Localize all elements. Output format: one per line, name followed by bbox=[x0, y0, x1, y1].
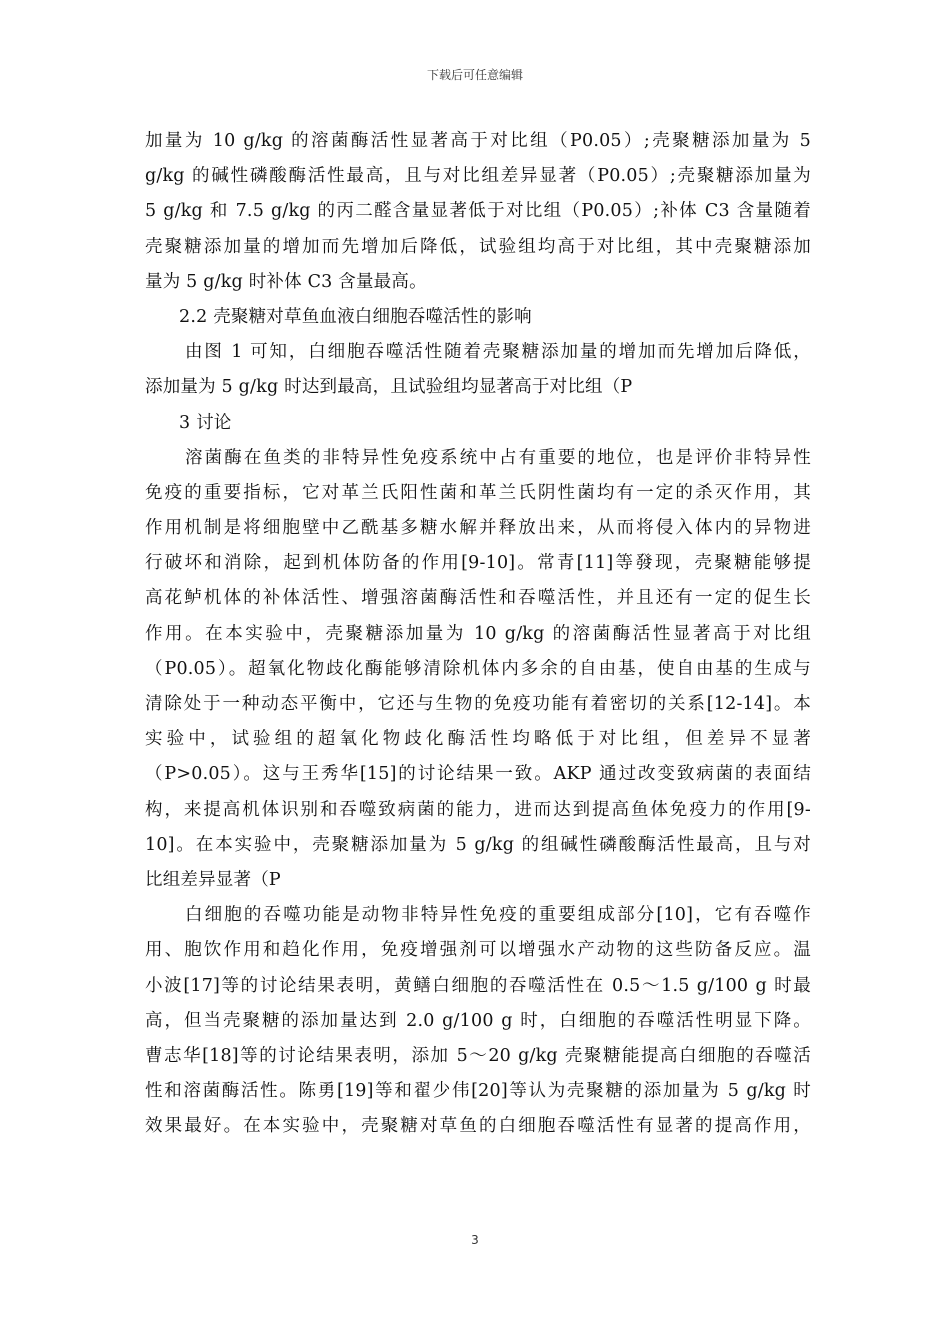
document-body bbox=[145, 124, 811, 1144]
text-line: 壳聚糖添加量的增加而先增加后降低，试验组均高于对比组，其中壳聚糖添加 bbox=[145, 236, 811, 257]
paragraph-first-line: 溶菌酶在鱼类的非特异性免疫系统中占有重要的地位，也是评价非特异性 bbox=[185, 447, 811, 468]
text-line: 10]。在本实验中，壳聚糖添加量为 5 g/kg 的组碱性磷酸酶活性最高，且与对 bbox=[145, 834, 811, 855]
text-line: 高，但当壳聚糖的添加量达到 2.0 g/100 g 时，白细胞的吞噬活性明显下降。 bbox=[145, 1010, 811, 1031]
page-number: 3 bbox=[471, 1233, 479, 1247]
text-line: 比组差异显著（P bbox=[145, 869, 281, 890]
section-heading-3: 3 讨论 bbox=[179, 412, 232, 433]
text-line: 构，来提高机体识别和吞噬致病菌的能力，进而达到提高鱼体免疫力的作用[9- bbox=[145, 799, 811, 820]
text-line: 实验中，试验组的超氧化物歧化酶活性均略低于对比组，但差异不显著 bbox=[145, 729, 811, 750]
text-line: 行破坏和消除，起到机体防备的作用[9-10]。常青[11]等發现，壳聚糖能够提 bbox=[145, 553, 811, 574]
page-header: 下载后可任意编辑 bbox=[426, 68, 523, 82]
text-line: 清除处于一种动态平衡中，它还与生物的免疫功能有着密切的关系[12-14]。本 bbox=[145, 694, 811, 714]
paragraph-first-line: 白细胞的吞噬功能是动物非特异性免疫的重要组成部分[10]，它有吞噬作 bbox=[185, 905, 811, 926]
text-line: 效果最好。在本实验中，壳聚糖对草鱼的白细胞吞噬活性有显著的提高作用， bbox=[145, 1116, 811, 1137]
section-heading-2-2: 2.2 壳聚糖对草鱼血液白细胞吞噬活性的影响 bbox=[179, 306, 532, 327]
text-line: 性和溶菌酶活性。陈勇[19]等和翟少伟[20]等认为壳聚糖的添加量为 5 g/kg 时 bbox=[145, 1081, 811, 1102]
text-line: 小波[17]等的讨论结果表明，黄鳝白细胞的吞噬活性在 0.5～1.5 g/100 g 时最 bbox=[145, 975, 811, 996]
text-line: 量为 5 g/kg 时补体 C3 含量最高。 bbox=[145, 271, 427, 292]
text-line: 作用。在本实验中，壳聚糖添加量为 10 g/kg 的溶菌酶活性显著高于对比组 bbox=[145, 623, 811, 644]
text-line: 用、胞饮作用和趋化作用，免疫增强剂可以增强水产动物的这些防备反应。温 bbox=[145, 940, 811, 961]
text-line: （P>0.05）。这与王秀华[15]的讨论结果一致。AKP 通过改变致病菌的表面结 bbox=[145, 764, 811, 785]
text-line: 加量为 10 g/kg 的溶菌酶活性显著高于对比组（P0.05）;壳聚糖添加量为 5 bbox=[145, 131, 811, 151]
text-line: 曹志华[18]等的讨论结果表明，添加 5～20 g/kg 壳聚糖能提高白细胞的吞噬活 bbox=[145, 1045, 811, 1066]
text-line: 5 g/kg 和 7.5 g/kg 的丙二醛含量显著低于对比组（P0.05）;补体 C3 含量随着 bbox=[145, 201, 811, 222]
text-line: 高花鲈机体的补体活性、增强溶菌酶活性和吞噬活性，并且还有一定的促生长 bbox=[145, 588, 811, 609]
text-line: 添加量为 5 g/kg 时达到最高，且试验组均显著高于对比组（P bbox=[145, 377, 633, 398]
text-line: （P0.05）。超氧化物歧化酶能够清除机体内多余的自由基，使自由基的生成与 bbox=[145, 658, 811, 679]
text-line: 免疫的重要指标，它对革兰氏阳性菌和革兰氏阴性菌均有一定的杀灭作用，其 bbox=[145, 482, 811, 503]
paragraph-first-line: 由图 1 可知，白细胞吞噬活性随着壳聚糖添加量的增加而先增加后降低， bbox=[185, 342, 811, 363]
text-line: g/kg 的碱性磷酸酶活性最高，且与对比组差异显著（P0.05）;壳聚糖添加量为 bbox=[145, 166, 811, 187]
text-line: 作用机制是将细胞壁中乙酰基多糖水解并释放出来，从而将侵入体内的异物进 bbox=[145, 518, 811, 539]
